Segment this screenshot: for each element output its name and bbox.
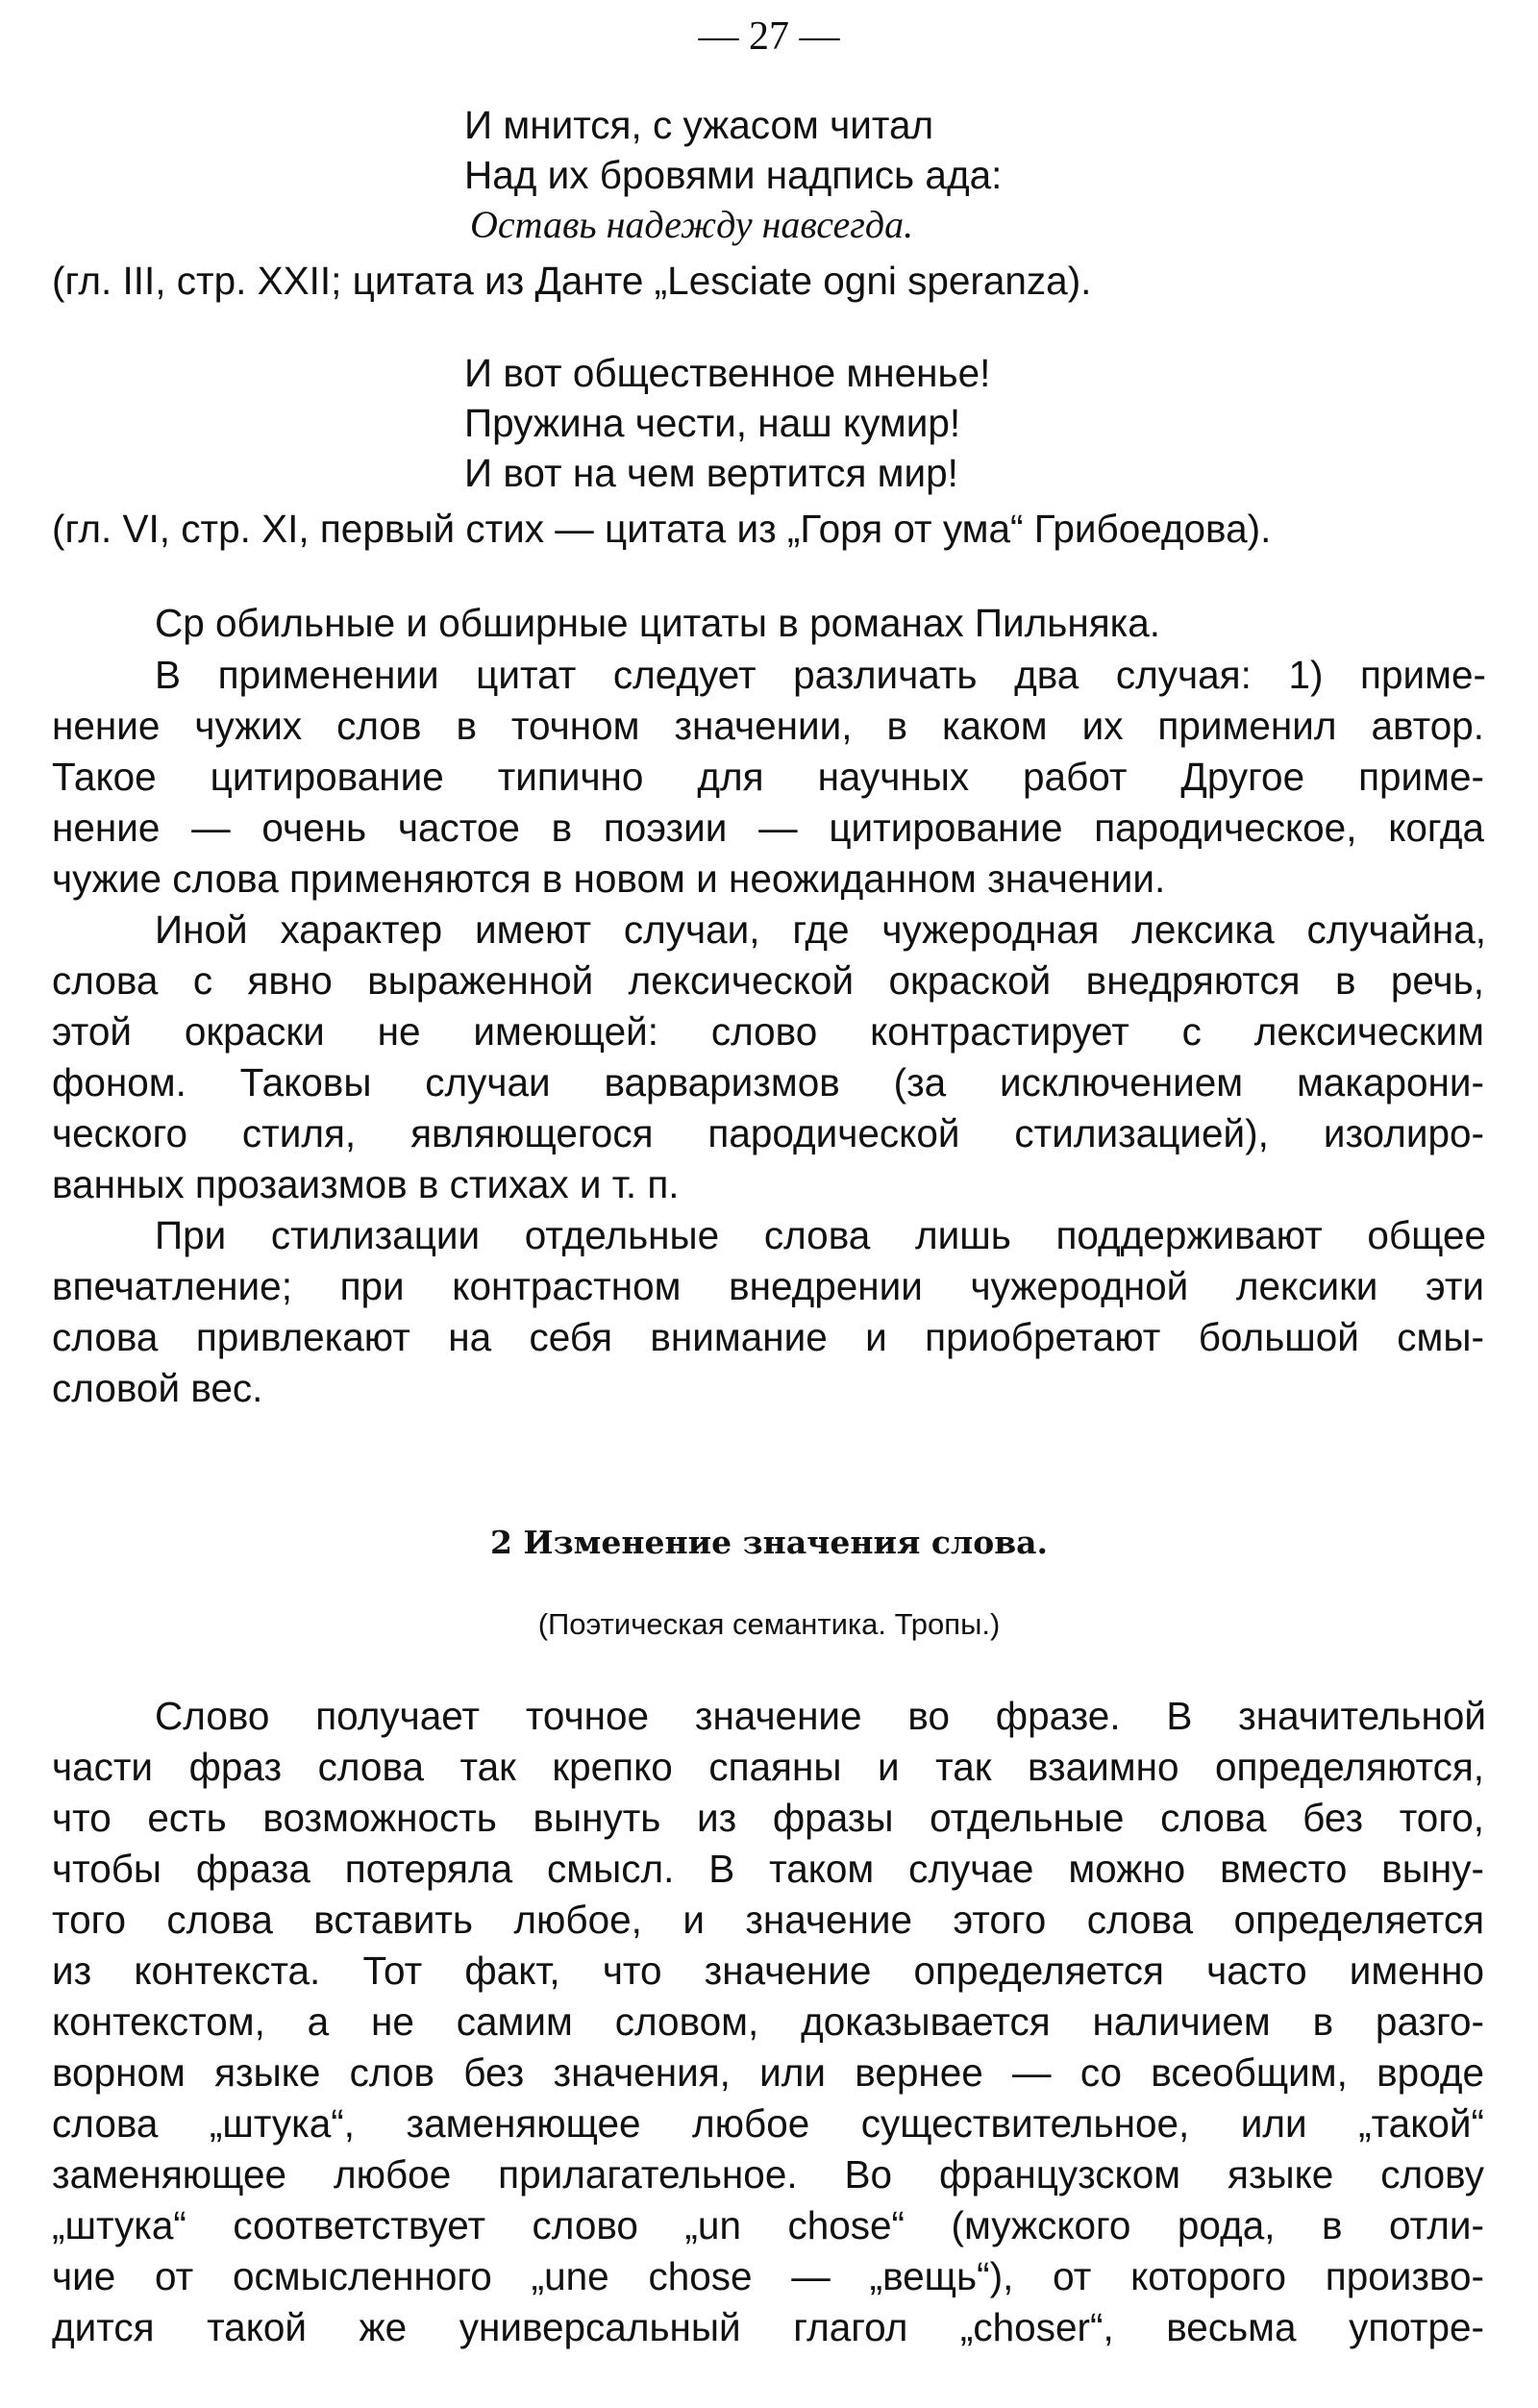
paragraph-line: Слово получает точное значение во фразе. В значительной — [155, 1694, 1486, 1738]
paragraph-line: В применении цитат следует различать два случая: 1) приме- — [155, 653, 1486, 697]
paragraph-line: чие от осмысленного „une chose — „вещь“), от которого произво- — [52, 2254, 1484, 2298]
paragraph-line: При стилизации отдельные слова лишь поддерживают общее — [155, 1213, 1486, 1257]
paragraph-line: фоном. Таковы случаи варваризмов (за исключением макарони- — [52, 1060, 1484, 1105]
paragraph-line: дится такой же универсальный глагол „choser“, весьма употре- — [52, 2305, 1484, 2349]
paragraph-line: ванных прозаизмов в стихах и т. п. — [52, 1162, 680, 1206]
paragraph-line: Ср обильные и обширные цитаты в романах Пильняка. — [155, 601, 1161, 645]
paragraph-line: того слова вставить любое, и значение этого слова определяется — [52, 1898, 1484, 1942]
paragraph-line: чтобы фраза потеряла смысл. В таком случае можно вместо выну- — [52, 1847, 1484, 1891]
paragraph-line: чужие слова применяются в новом и неожиданном значении. — [52, 856, 1166, 901]
verse-line: И вот общественное мненье! — [464, 351, 991, 395]
paragraph-line: ворном языке слов без значения, или вернее — со всеобщим, вроде — [52, 2050, 1484, 2095]
paragraph-line: этой окраски не имеющей: слово контрастирует с лексическим — [52, 1009, 1484, 1054]
page-number: — 27 — — [698, 14, 840, 59]
paragraph-line: слова „штука“, заменяющее любое существительное, или „такой“ — [52, 2101, 1484, 2146]
quote-source: (гл. VI, стр. XI, первый стих — цитата из „Горя от ума“ Грибоедова). — [52, 507, 1272, 551]
verse-line: И мнится, с ужасом читал — [464, 103, 934, 147]
paragraph-line: что есть возможность вынуть из фразы отдельные слова без того, — [52, 1796, 1484, 1840]
paragraph-line: Иной характер имеют случаи, где чужеродная лексика случайна, — [155, 907, 1486, 952]
paragraph-line: части фраз слова так крепко спаяны и так взаимно определяются, — [52, 1745, 1484, 1789]
verse-line-italic: Оставь надежду навсегда. — [470, 203, 914, 246]
paragraph-line: слова привлекают на себя внимание и приобретают большой смы- — [52, 1315, 1484, 1359]
verse-line: Над их бровями надпись ада: — [464, 153, 1003, 197]
paragraph-line: „штука“ соответствует слово „un chose“ (мужского рода, в отли- — [52, 2203, 1484, 2247]
section-heading: 2 Изменение значения слова. — [489, 1524, 1049, 1561]
verse-line: Пружина чести, наш кумир! — [464, 401, 961, 445]
paragraph-line: Такое цитирование типично для научных работ Другое приме- — [52, 755, 1484, 799]
paragraph-line: впечатление; при контрастном внедрении чужеродной лексики эти — [52, 1264, 1484, 1308]
paragraph-line: слова с явно выраженной лексической окраской внедряются в речь, — [52, 958, 1484, 1003]
verse-line: И вот на чем вертится мир! — [464, 451, 958, 495]
paragraph-line: контекстом, а не самим словом, доказывается наличием в разго- — [52, 1999, 1484, 2044]
quote-source: (гл. III, стр. XXII; цитата из Данте „Lesciate ogni speranza). — [52, 259, 1092, 303]
paragraph-line: словой вес. — [52, 1366, 263, 1410]
paragraph-line: из контекста. Тот факт, что значение определяется часто именно — [52, 1949, 1484, 1993]
paragraph-line: заменяющее любое прилагательное. Во французском языке слову — [52, 2152, 1484, 2197]
paragraph-line: нение — очень частое в поэзии — цитирование пародическое, когда — [52, 806, 1484, 850]
paragraph-line: ческого стиля, являющегося пародической стилизацией), изолиро- — [52, 1111, 1484, 1155]
section-subheading: (Поэтическая семантика. Тропы.) — [537, 1607, 1001, 1641]
paragraph-line: нение чужих слов в точном значении, в каком их применил автор. — [52, 704, 1484, 748]
